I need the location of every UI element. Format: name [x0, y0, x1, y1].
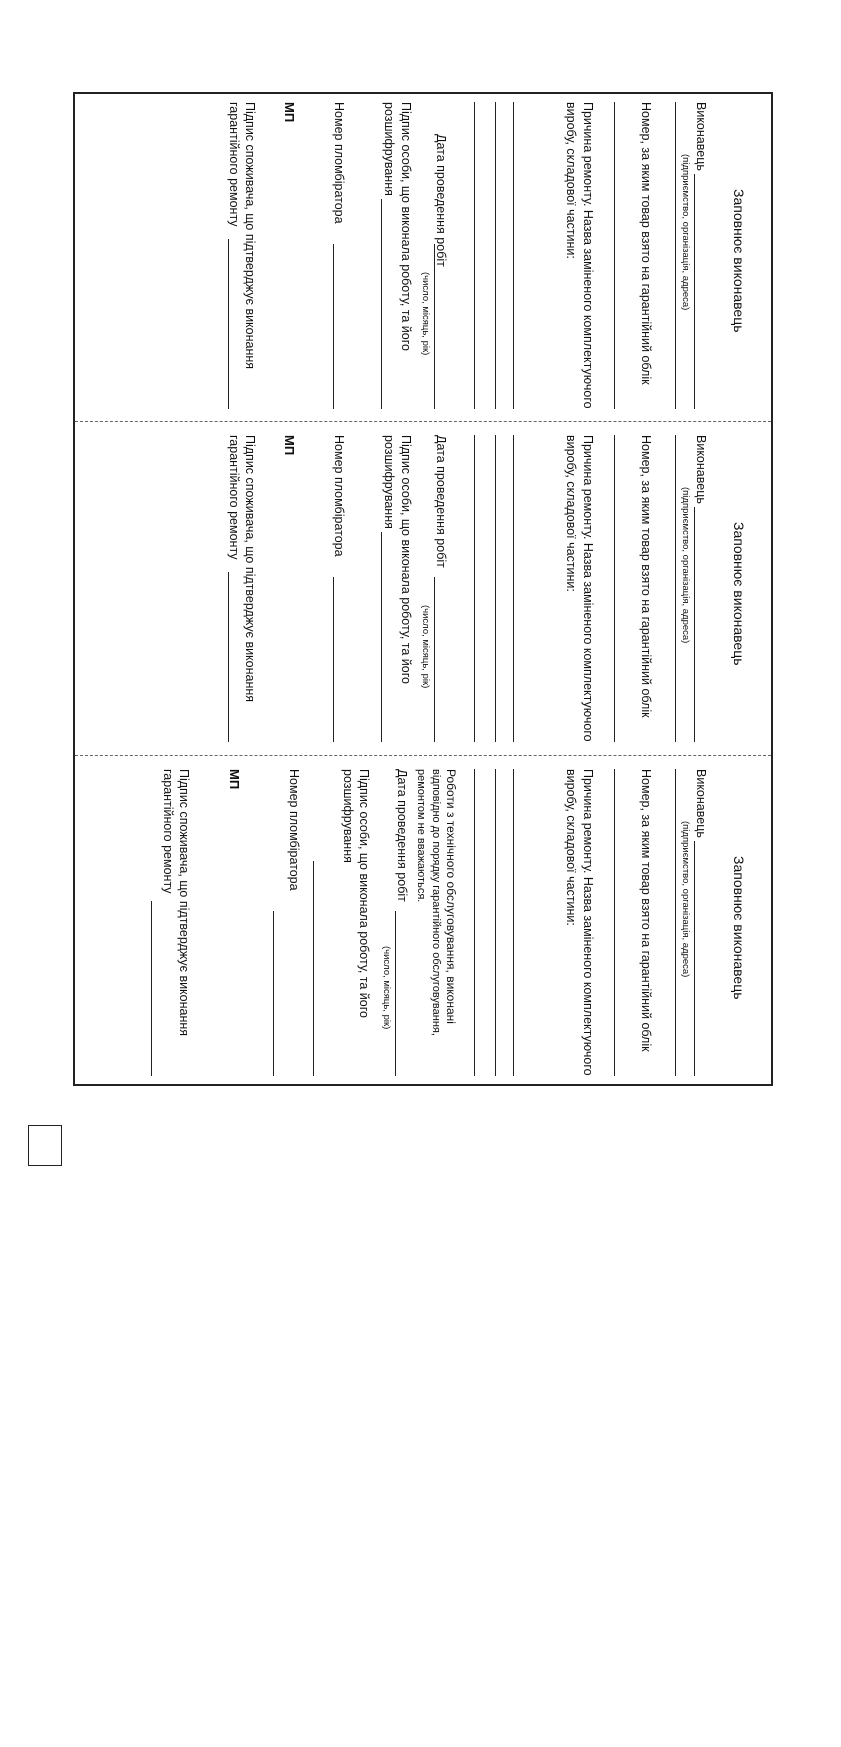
repair-reason-label: Причина ремонту. Назва заміненого комплектуючого	[581, 102, 595, 409]
executor-line[interactable]	[694, 507, 695, 742]
sealer-label: Номер пломбіратора	[332, 435, 346, 557]
reason-line[interactable]	[495, 769, 496, 1076]
coupon-title: Заповнює виконавець	[731, 856, 747, 1000]
stamp-label: МП	[282, 102, 297, 123]
page-number-box	[28, 1125, 62, 1166]
stamp-label: МП	[282, 435, 297, 456]
date-line[interactable]	[434, 577, 435, 742]
registration-label: Номер, за яким товар взято на гарантійний облік	[639, 435, 653, 718]
reason-line[interactable]	[495, 102, 496, 409]
reason-line[interactable]	[513, 435, 514, 742]
reason-line[interactable]	[495, 435, 496, 742]
reason-line[interactable]	[474, 435, 475, 742]
sealer-line[interactable]	[333, 577, 334, 742]
executor-line[interactable]	[694, 841, 695, 1076]
signature-label-cont: розшифрування	[382, 435, 396, 529]
repair-reason-label-cont: виробу, складової частини:	[564, 769, 578, 926]
executor-label: Виконавець	[694, 769, 708, 838]
date-hint: (число, місяць, рік)	[381, 946, 392, 1030]
reason-line[interactable]	[513, 102, 514, 409]
registration-line[interactable]	[614, 102, 615, 409]
reason-line[interactable]	[513, 769, 514, 1076]
consumer-signature-line[interactable]	[228, 572, 229, 742]
date-hint: (число, місяць, рік)	[420, 272, 431, 356]
reason-line[interactable]	[474, 769, 475, 1076]
consumer-signature-label-cont: гарантійного ремонту	[227, 435, 241, 560]
maintenance-note-cont: ремонтом не вважаються.	[415, 769, 427, 903]
registration-label: Номер, за яким товар взято на гарантійний облік	[639, 102, 653, 385]
executor-label: Виконавець	[694, 435, 708, 504]
date-line[interactable]	[434, 244, 435, 409]
executor-label: Виконавець	[694, 102, 708, 171]
repair-coupon-3	[75, 761, 771, 1747]
signature-line[interactable]	[381, 532, 382, 742]
org-line[interactable]	[675, 769, 676, 1076]
reason-line[interactable]	[474, 102, 475, 409]
registration-line[interactable]	[614, 435, 615, 742]
org-line[interactable]	[675, 435, 676, 742]
registration-label: Номер, за яким товар взято на гарантійний облік	[639, 769, 653, 1052]
coupon-title: Заповнює виконавець	[731, 522, 747, 666]
consumer-signature-label: Підпис споживача, що підтверджує виконання	[177, 769, 191, 1037]
sealer-label: Номер пломбіратора	[287, 769, 301, 891]
consumer-signature-label: Підпис споживача, що підтверджує виконання	[243, 102, 257, 370]
repair-reason-label-cont: виробу, складової частини:	[564, 435, 578, 592]
executor-line[interactable]	[694, 174, 695, 409]
repair-reason-label: Причина ремонту. Назва заміненого комплектуючого	[581, 435, 595, 742]
signature-label: Підпис особи, що виконала роботу, та його	[357, 769, 371, 1018]
consumer-signature-line[interactable]	[228, 239, 229, 409]
org-hint: (підприємство, організація, адреса)	[680, 821, 691, 978]
signature-label-cont: розшифрування	[341, 769, 355, 863]
consumer-signature-label-cont: гарантійного ремонту	[227, 102, 241, 227]
maintenance-note: Роботи з технічного обслуговування, виконані	[444, 769, 458, 1024]
signature-label: Підпис особи, що виконала роботу, та його	[399, 435, 413, 684]
repair-reason-label: Причина ремонту. Назва заміненого комплектуючого	[581, 769, 595, 1076]
sealer-label: Номер пломбіратора	[332, 102, 346, 224]
date-label: Дата проведення робіт	[434, 435, 448, 568]
signature-label: Підпис особи, що виконала роботу, та його	[399, 102, 413, 351]
sealer-line[interactable]	[273, 911, 274, 1076]
coupon-title: Заповнює виконавець	[731, 189, 747, 333]
signature-label-cont: розшифрування	[382, 102, 396, 196]
date-hint: (число, місяць, рік)	[420, 605, 431, 689]
date-line[interactable]	[395, 911, 396, 1076]
registration-line[interactable]	[614, 769, 615, 1076]
repair-reason-label-cont: виробу, складової частини:	[564, 102, 578, 259]
consumer-signature-line[interactable]	[151, 901, 152, 1076]
sealer-line[interactable]	[333, 244, 334, 409]
org-line[interactable]	[675, 102, 676, 409]
signature-line[interactable]	[381, 199, 382, 409]
signature-line[interactable]	[313, 861, 314, 1076]
org-hint: (підприємство, організація, адреса)	[680, 154, 691, 311]
consumer-signature-label-cont: гарантійного ремонту	[161, 769, 175, 894]
consumer-signature-label: Підпис споживача, що підтверджує виконання	[243, 435, 257, 703]
date-label: Дата проведення робіт	[395, 769, 409, 902]
date-label: Дата проведення робіт	[434, 134, 448, 267]
stamp-label: МП	[227, 769, 242, 790]
org-hint: (підприємство, організація, адреса)	[680, 487, 691, 644]
maintenance-note-cont: відповідно до порядку гарантійного обслуговування,	[430, 769, 442, 1036]
